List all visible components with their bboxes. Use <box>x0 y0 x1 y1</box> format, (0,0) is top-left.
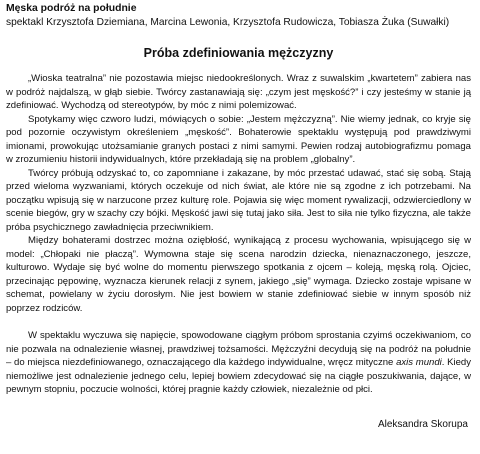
paragraph-2: Spotykamy więc czworo ludzi, mówiących o sobie: „Jestem mężczyzną”. Nie wiemy jednak, co kryje się pod pozornie oczywistym określeniem „męskość”. Bohaterowie spektaklu występują pod prawdziwymi imionami, prowokując utożsamianie granych postaci z nimi samymi. Pewien rodzaj autobiografizmu pomaga w zrozumieniu historii indywidualnych, które przekładają się na problem „globalny”. <box>6 113 471 165</box>
article-body <box>6 72 471 397</box>
paragraph-5-text-after: . Kiedy niemożliwe jest odnalezienie jednego celu, lepiej bowiem zdecydować się na ciągłe poszukiwania, dające, w pewnym stopniu, poczucie wolności, której pragnie każdy człowiek, niezależnie od płci. <box>6 357 471 395</box>
paragraph-5 <box>6 329 471 397</box>
author-signature: Aleksandra Skorupa <box>377 419 468 430</box>
play-credits: spektakl Krzysztofa Dziemiana, Marcina Lewonia, Krzysztofa Rudowicza, Tobiasza Żuka (Suwałki) <box>6 17 450 28</box>
article-title: Próba zdefiniowania mężczyzny <box>143 46 334 60</box>
play-title: Męska podróż na południe <box>6 3 137 14</box>
paragraph-1: „Wioska teatralna” nie pozostawia miejsc niedookreślonych. Wraz z suwalskim „kwartetem” zabiera nas w podróż najdalszą, w głąb siebie. Twórcy zastanawiają się: „czym jest męskość?” i czy jesteśmy w stanie ją zdefiniować. Wychodzą od stereotypów, by móc z nimi polemizować. <box>6 73 471 111</box>
paragraph-4: Między bohaterami dostrzec można oziębłość, wynikającą z procesu wychowania, wpisującego się w model: „Chłopaki nie płaczą”. Wymowna staje się scena narodzin dziecka, nienaznaczonego, jeszcze, kulturowo. Wydaje się być wolne do momentu pierwszego spotkania z ojcem – koleją, męską rolą. Ojciec, przecinając pępowinę, wyznacza kierunek relacji z synem, jakiego „się” wymaga. Dziecko zostaje wpisane w schemat, powielany w życiu dorosłym. Nie jest bowiem w stanie zdefiniować siebie w innym sposób niż poprzez rodziców. <box>6 235 471 314</box>
paragraph-3: Twórcy próbują odzyskać to, co zapomniane i zakazane, by móc przestać udawać, stać się sobą. Stają przed wieloma wyzwaniami, których oczekuje od nich świat, ale które nie są zgodne z ich potrzebami. Na początku wpisują się w narzucone przez kulturę role. Pojawia się więc moment rywalizacji, odzwierciedlony w scenie biegów, gry w szachy czy bójki. Męskość jawi się tutaj jako siła. Jest to siła nie tylko fizyczna, ale także próba psychicznego zawładnięcia przeciwnikiem. <box>6 167 471 233</box>
paragraph-5-italic-term: axis mundi <box>396 357 442 368</box>
paragraph-5-text-before: W spektaklu wyczuwa się napięcie, spowodowane ciągłym próbom sprostania czyimś oczekiwaniom, co nie pozwala na odnalezienie własnej, prawdziwej tożsamości. Mężczyźni decydują się na podróż na południe – do miejsca niezdefiniowanego, oznaczającego dla każdego indywidualne, wręcz mityczne <box>6 330 471 368</box>
